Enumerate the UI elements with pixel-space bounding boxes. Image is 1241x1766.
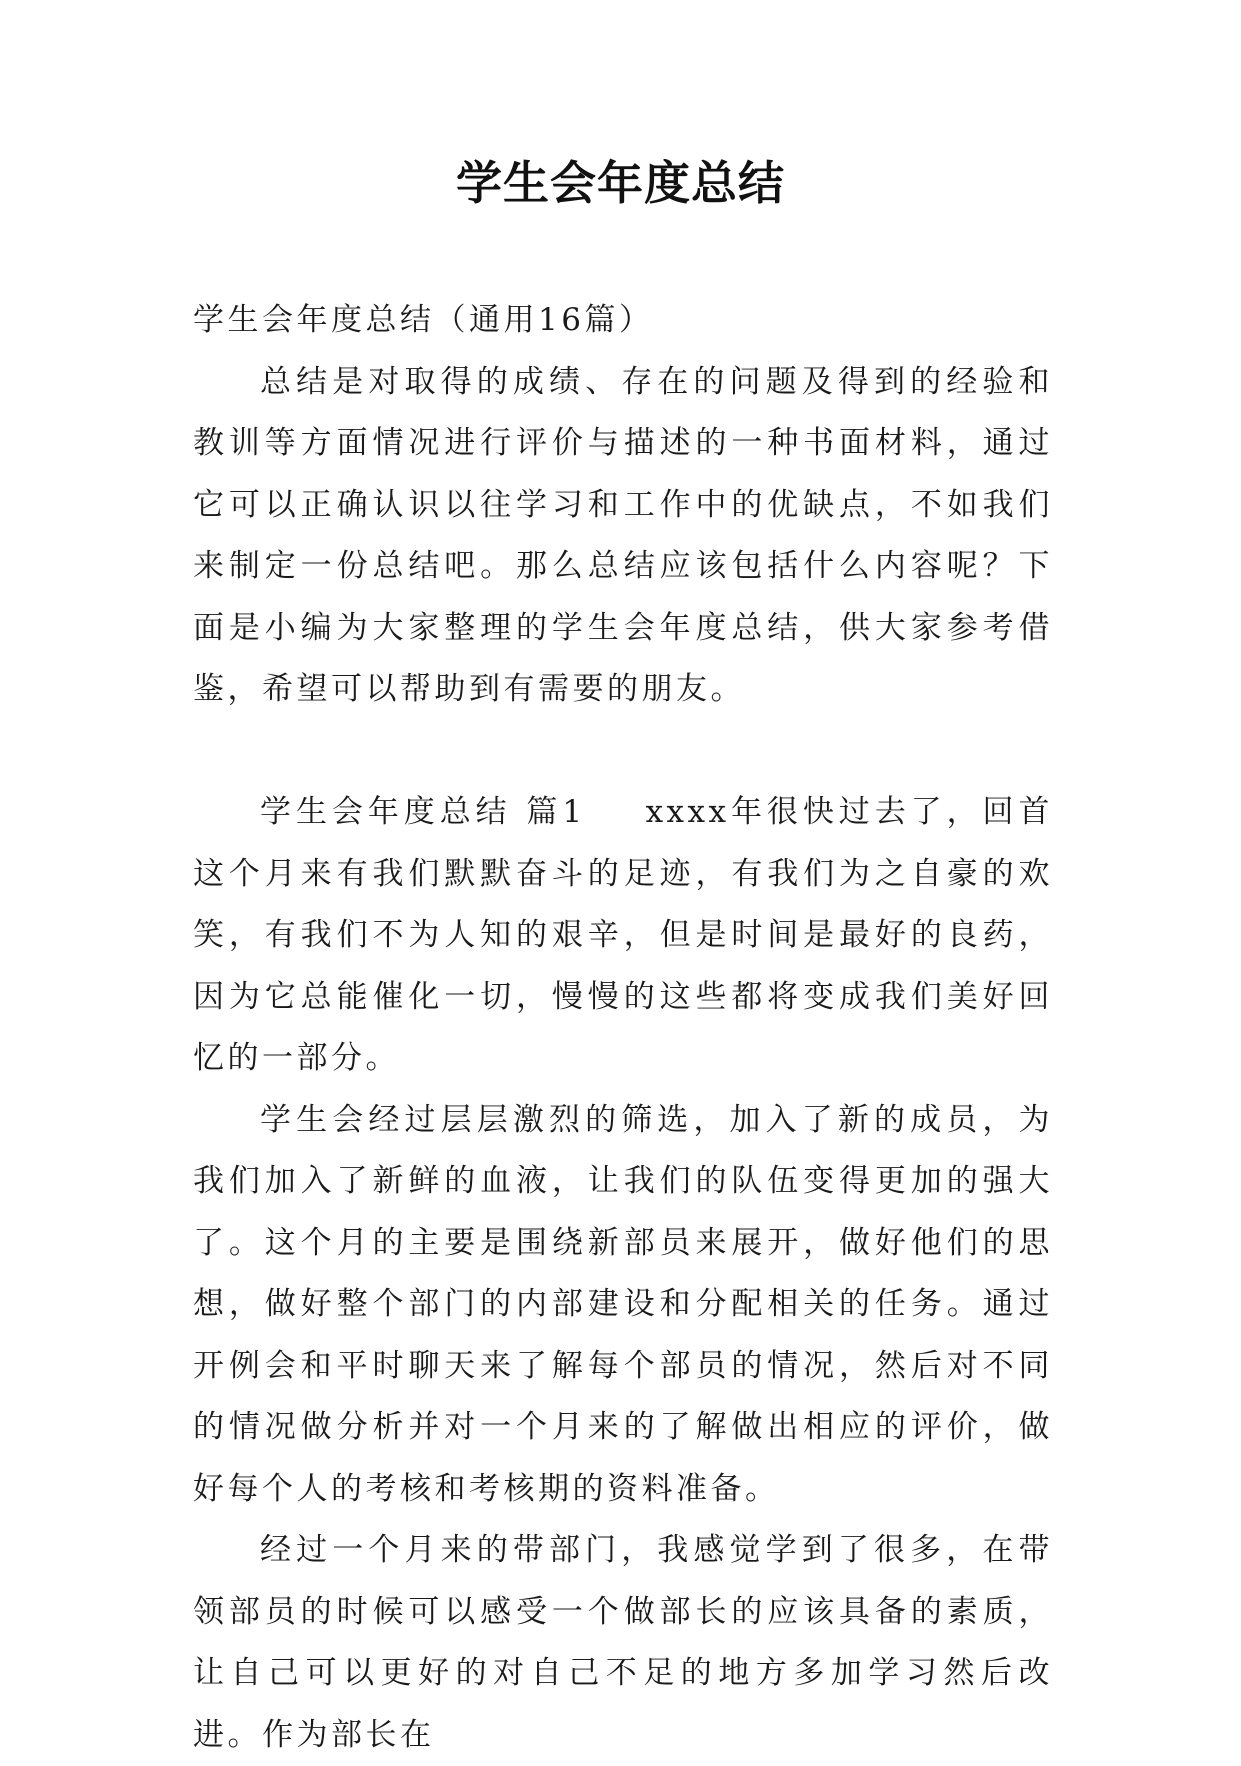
document-subtitle: 学生会年度总结（通用16篇） (193, 302, 654, 338)
piece-1-paragraph-2: 学生会经过层层激烈的筛选，加入了新的成员，为我们加入了新鲜的血液，让我们的队伍变得更加的强大了。这个月的主要是围绕新部员来展开，做好他们的思想，做好整个部门的内部建设和分配相关的任务。通过开例会和平时聊天来了解每个部员的情况，然后对不同的情况做分析并对一个月来的了解做出相应的评价，做好每个人的考核和考核期的资料准备。 (193, 1101, 1053, 1507)
document-body (193, 290, 1053, 1766)
piece-1-label: 学生会年度总结 篇1 (260, 794, 586, 830)
paragraph-spacer (193, 721, 1053, 783)
piece-1-paragraph-1 (193, 782, 1053, 1090)
piece-1-paragraph-1-text: xxxx年很快过去了，回首这个月来有我们默默奋斗的足迹，有我们为之自豪的欢笑，有我们不为人知的艰辛，但是时间是最好的良药，因为它总能催化一切，慢慢的这些都将变成我们美好回忆的一部分。 (193, 794, 1054, 1076)
piece-1-paragraph-3: 经过一个月来的带部门，我感觉学到了很多，在带领部员的时候可以感受一个做部长的应该具备的素质，让自己可以更好的对自己不足的地方多加学习然后改进。作为部长在 (193, 1532, 1053, 1753)
document-title: 学生会年度总结 (456, 156, 785, 210)
intro-paragraph: 总结是对取得的成绩、存在的问题及得到的经验和教训等方面情况进行评价与描述的一种书面材料，通过它可以正确认识以往学习和工作中的优缺点，不如我们来制定一份总结吧。那么总结应该包括什么内容呢？下面是小编为大家整理的学生会年度总结，供大家参考借鉴，希望可以帮助到有需要的朋友。 (193, 363, 1053, 707)
